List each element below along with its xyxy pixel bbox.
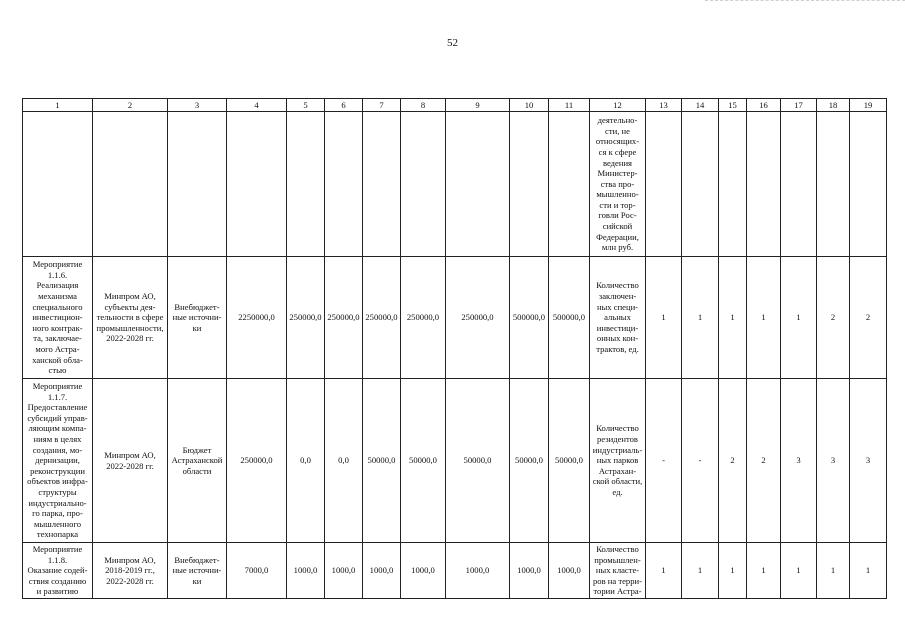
header-cell: 13 (646, 99, 682, 112)
target-cell: 2 (747, 379, 781, 543)
amount-cell: 1000,0 (325, 543, 363, 599)
target-cell: 2 (719, 379, 747, 543)
target-cell: 3 (781, 379, 817, 543)
amount-cell: 250000,0 (325, 257, 363, 379)
target-cell: 2 (850, 257, 887, 379)
table-cell (781, 112, 817, 257)
table-cell (446, 112, 510, 257)
header-cell: 8 (401, 99, 446, 112)
amount-cell: 250000,0 (401, 257, 446, 379)
header-cell: 9 (446, 99, 510, 112)
header-cell: 10 (510, 99, 549, 112)
amount-cell: 500000,0 (549, 257, 590, 379)
amount-cell: 250000,0 (446, 257, 510, 379)
header-cell: 1 (23, 99, 93, 112)
table-cell (850, 112, 887, 257)
source-cell: Внебюджет- ные источни- ки (168, 543, 227, 599)
measure-cell: Мероприятие 1.1.6. Реализация механизма специального инвестицион- ного контрак- та, заключае- мого Астра- ханской обла- стью (23, 257, 93, 379)
measure-cell: Мероприятие 1.1.8. Оказание содей- ствия созданию и развитию (23, 543, 93, 599)
table-cell (510, 112, 549, 257)
amount-cell: 50000,0 (363, 379, 401, 543)
table-cell (227, 112, 287, 257)
header-cell: 11 (549, 99, 590, 112)
amount-cell: 0,0 (325, 379, 363, 543)
amount-cell: 2250000,0 (227, 257, 287, 379)
table-cell (682, 112, 719, 257)
executor-cell: Минпром АО, 2018-2019 гг., 2022-2028 гг. (93, 543, 168, 599)
header-cell: 5 (287, 99, 325, 112)
target-cell: 1 (682, 257, 719, 379)
table-row (23, 112, 887, 257)
table-cell (401, 112, 446, 257)
table-cell (363, 112, 401, 257)
target-cell: 1 (682, 543, 719, 599)
amount-cell: 1000,0 (401, 543, 446, 599)
header-cell: 7 (363, 99, 401, 112)
amount-cell: 250000,0 (287, 257, 325, 379)
header-cell: 14 (682, 99, 719, 112)
amount-cell: 1000,0 (363, 543, 401, 599)
target-cell: 1 (646, 543, 682, 599)
header-row (23, 99, 887, 112)
amount-cell: 0,0 (287, 379, 325, 543)
header-cell: 19 (850, 99, 887, 112)
amount-cell: 50000,0 (401, 379, 446, 543)
table-row (23, 379, 887, 543)
amount-cell: 7000,0 (227, 543, 287, 599)
header-cell: 18 (817, 99, 850, 112)
target-cell: 1 (719, 543, 747, 599)
source-cell: Бюджет Астраханской области (168, 379, 227, 543)
amount-cell: 1000,0 (446, 543, 510, 599)
indicator-cell: деятельно- сти, не относящих- ся к сфере ведения Министер- ства про- мышленно- сти и тор- говли Рос- сийской Федерации, млн руб. (590, 112, 646, 257)
table-cell (747, 112, 781, 257)
amount-cell: 1000,0 (549, 543, 590, 599)
amount-cell: 500000,0 (510, 257, 549, 379)
target-cell: 1 (781, 543, 817, 599)
executor-cell: Минпром АО, субъекты дея- тельности в сфере промышленности, 2022-2028 гг. (93, 257, 168, 379)
target-cell: 1 (719, 257, 747, 379)
amount-cell: 250000,0 (363, 257, 401, 379)
target-cell: 1 (817, 543, 850, 599)
header-cell: 6 (325, 99, 363, 112)
table-row (23, 543, 887, 599)
source-cell: Внебюджет- ные источни- ки (168, 257, 227, 379)
amount-cell: 250000,0 (227, 379, 287, 543)
table-cell (287, 112, 325, 257)
amount-cell: 50000,0 (446, 379, 510, 543)
measure-cell: Мероприятие 1.1.7. Предоставление субсидий управ- ляющим компа- ниям в целях создания, мо- дернизации, реконструкции объектов инфра- структуры индустриально- го парка, про- мышленного технопарка (23, 379, 93, 543)
target-cell: 3 (850, 379, 887, 543)
header-cell: 15 (719, 99, 747, 112)
target-cell: 1 (646, 257, 682, 379)
header-cell: 16 (747, 99, 781, 112)
target-cell: 1 (850, 543, 887, 599)
table-cell (93, 112, 168, 257)
amount-cell: 50000,0 (549, 379, 590, 543)
table-cell (817, 112, 850, 257)
table-cell (325, 112, 363, 257)
amount-cell: 50000,0 (510, 379, 549, 543)
table-cell (719, 112, 747, 257)
indicator-cell: Количество резидентов индустриаль- ных парков Астрахан- ской области, ед. (590, 379, 646, 543)
table-cell (549, 112, 590, 257)
table-row (23, 257, 887, 379)
header-cell: 2 (93, 99, 168, 112)
executor-cell: Минпром АО, 2022-2028 гг. (93, 379, 168, 543)
target-cell: - (646, 379, 682, 543)
indicator-cell: Количество заключен- ных специ- альных инвестици- онных кон- трактов, ед. (590, 257, 646, 379)
page-number: 52 (447, 37, 458, 49)
target-cell: 1 (747, 543, 781, 599)
target-cell: - (682, 379, 719, 543)
target-cell: 3 (817, 379, 850, 543)
table-cell (23, 112, 93, 257)
table-cell (168, 112, 227, 257)
header-cell: 3 (168, 99, 227, 112)
header-cell: 17 (781, 99, 817, 112)
table-cell (646, 112, 682, 257)
target-cell: 1 (781, 257, 817, 379)
program-measures-table (22, 98, 887, 599)
target-cell: 2 (817, 257, 850, 379)
scan-artifact (705, 0, 905, 5)
amount-cell: 1000,0 (510, 543, 549, 599)
indicator-cell: Количество промышлен- ных класте- ров на терри- тории Астра- (590, 543, 646, 599)
target-cell: 1 (747, 257, 781, 379)
amount-cell: 1000,0 (287, 543, 325, 599)
header-cell: 12 (590, 99, 646, 112)
header-cell: 4 (227, 99, 287, 112)
